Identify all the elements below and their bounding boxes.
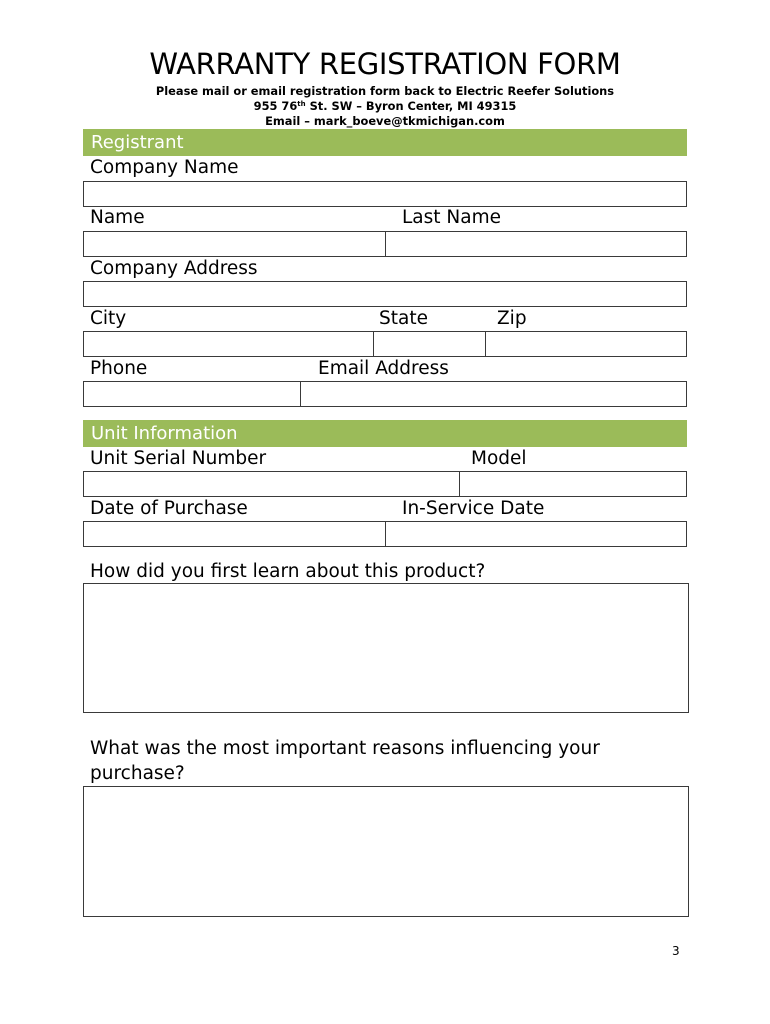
- section-header-unit-information: Unit Information: [83, 420, 687, 447]
- model-field[interactable]: [459, 471, 687, 497]
- company-address-field[interactable]: [83, 281, 687, 307]
- last-name-label: Last Name: [402, 207, 501, 228]
- address-number: 955 76: [253, 99, 298, 113]
- question-purchase-reasons-line1: What was the most important reasons influencing your: [90, 738, 600, 759]
- learn-about-product-textarea[interactable]: [83, 583, 689, 713]
- instructions-line: Please mail or email registration form back to Electric Reefer Solutions: [155, 84, 615, 98]
- address-superscript: th: [297, 100, 306, 108]
- address-rest: St. SW – Byron Center, MI 49315: [305, 99, 517, 113]
- last-name-field[interactable]: [385, 231, 687, 257]
- city-field[interactable]: [83, 331, 374, 357]
- name-field[interactable]: [83, 231, 386, 257]
- zip-field[interactable]: [485, 331, 687, 357]
- zip-label: Zip: [497, 308, 527, 329]
- in-service-date-label: In-Service Date: [402, 498, 545, 519]
- company-name-label: Company Name: [90, 157, 239, 178]
- form-title: WARRANTY REGISTRATION FORM: [149, 47, 621, 81]
- question-purchase-reasons-line2: purchase?: [90, 763, 185, 784]
- company-address-label: Company Address: [90, 258, 258, 279]
- mailing-address: [0, 98, 770, 114]
- serial-number-label: Unit Serial Number: [90, 448, 267, 469]
- phone-label: Phone: [90, 358, 148, 379]
- question-learn-about-product: How did you first learn about this product?: [90, 561, 486, 582]
- company-name-field[interactable]: [83, 181, 687, 207]
- serial-number-field[interactable]: [83, 471, 460, 497]
- name-label: Name: [90, 207, 145, 228]
- model-label: Model: [471, 448, 527, 469]
- email-contact: Email – mark_boeve@tkmichigan.com: [265, 114, 505, 128]
- state-field[interactable]: [373, 331, 486, 357]
- section-header-registrant: Registrant: [83, 129, 687, 156]
- purchase-reasons-textarea[interactable]: [83, 786, 689, 917]
- in-service-date-field[interactable]: [385, 521, 687, 547]
- phone-field[interactable]: [83, 381, 301, 407]
- purchase-date-field[interactable]: [83, 521, 386, 547]
- email-field[interactable]: [300, 381, 687, 407]
- city-label: City: [90, 308, 127, 329]
- purchase-date-label: Date of Purchase: [90, 498, 248, 519]
- email-label: Email Address: [318, 358, 449, 379]
- page-number: 3: [672, 944, 680, 958]
- state-label: State: [379, 308, 428, 329]
